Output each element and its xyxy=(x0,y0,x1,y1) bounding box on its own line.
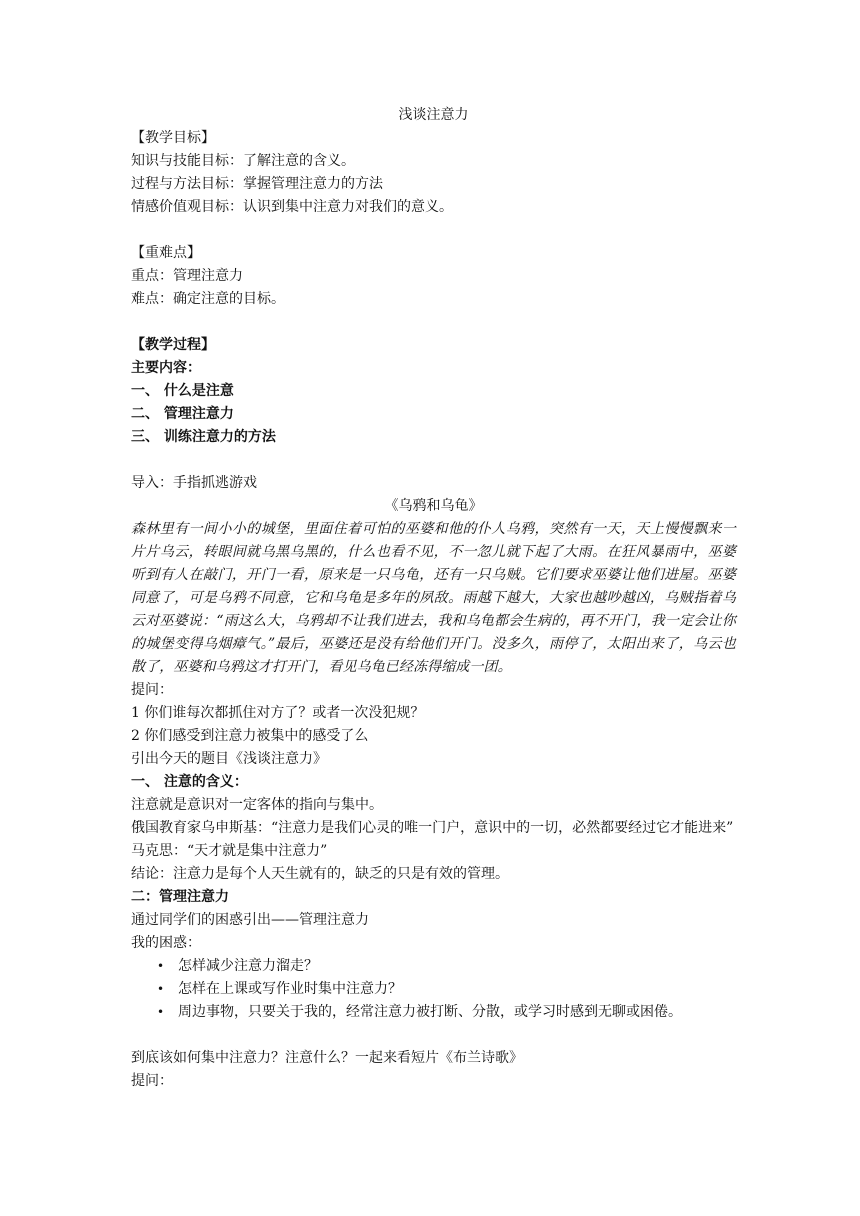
question-label: 提问： xyxy=(131,682,173,698)
blank-line xyxy=(131,311,736,334)
blank-line xyxy=(131,219,736,242)
blank-line xyxy=(131,1024,736,1047)
difficult-point: 难点：确定注意的目标。 xyxy=(131,291,285,307)
objective-process: 过程与方法目标：掌握管理注意力的方法 xyxy=(131,176,383,192)
confusion-list xyxy=(131,955,736,1024)
intro-line: 导入：手指抓逃游戏 xyxy=(131,475,257,491)
list-item-text: 怎样在上课或写作业时集中注意力？ xyxy=(178,981,402,997)
quote-ushinsky: 俄国教育家乌申斯基：“注意力是我们心灵的唯一门户，意识中的一切，必然都要经过它才能进来” xyxy=(131,820,734,836)
list-item xyxy=(131,978,736,1001)
outline-item: 二、 管理注意力 xyxy=(131,406,234,422)
section2-lead: 通过同学们的困惑引出——管理注意力 xyxy=(131,912,369,928)
list-item-text: 周边事物，只要关于我的，经常注意力被打断、分散，或学习时感到无聊或困倦。 xyxy=(178,1004,682,1020)
bullet-icon: • xyxy=(157,959,165,973)
blank-line xyxy=(131,449,736,472)
key-points-heading: 【重难点】 xyxy=(131,245,201,261)
quote-marx: 马克思：“天才就是集中注意力” xyxy=(131,843,328,859)
question-item: 2 你们感受到注意力被集中的感受了么 xyxy=(131,728,369,744)
definition-line: 注意就是意识对一定客体的指向与集中。 xyxy=(131,797,383,813)
list-item xyxy=(131,955,736,978)
list-item xyxy=(131,1001,736,1024)
story-text: 森林里有一间小小的城堡，里面住着可怕的巫婆和他的仆人乌鸦，突然有一天，天上慢慢飘来一片片乌云，转眼间就乌黑乌黑的，什么也看不见，不一忽儿就下起了大雨。在狂风暴雨中，巫婆听到有人在敲门，开门一看，原来是一只乌龟，还有一只乌贼。它们要求巫婆让他们进屋。巫婆同意了，可是乌鸦不同意，它和乌龟是多年的夙敌。雨越下越大，大家也越吵越凶，乌贼指着乌云对巫婆说：“雨这么大，乌鸦却不让我们进去，我和乌龟都会生病的，再不开门，我一定会让你的城堡变得乌烟瘴气。”最后，巫婆还是没有给他们开门。没多久，雨停了，太阳出来了，乌云也散了，巫婆和乌鸦这才打开门，看见乌龟已经冻得缩成一团。 xyxy=(131,521,736,675)
document-body xyxy=(131,104,736,1093)
objectives-heading: 【教学目标】 xyxy=(131,130,215,146)
objective-knowledge: 知识与技能目标：了解注意的含义。 xyxy=(131,153,355,169)
outline-item: 一、 什么是注意 xyxy=(131,383,234,399)
process-heading: 【教学过程】 xyxy=(131,337,215,353)
page-title: 浅谈注意力 xyxy=(398,107,469,123)
section1-heading: 一、 注意的含义： xyxy=(131,774,248,790)
section2-heading: 二：管理注意力 xyxy=(131,889,229,905)
question-item: 1 你们谁每次都抓住对方了？或者一次没犯规？ xyxy=(131,705,425,721)
lead-line: 引出今天的题目《浅谈注意力》 xyxy=(131,751,327,767)
list-item-text: 怎样减少注意力溜走？ xyxy=(178,958,318,974)
section2-question-line: 到底该如何集中注意力？注意什么？一起来看短片《布兰诗歌》 xyxy=(131,1050,523,1066)
key-point: 重点：管理注意力 xyxy=(131,268,243,284)
objective-values: 情感价值观目标：认识到集中注意力对我们的意义。 xyxy=(131,199,453,215)
main-content-label: 主要内容： xyxy=(131,360,201,376)
confusion-label: 我的困惑： xyxy=(131,935,201,951)
bullet-icon: • xyxy=(157,982,165,996)
section2-question-label: 提问： xyxy=(131,1073,173,1089)
story-title: 《乌鸦和乌龟》 xyxy=(384,498,483,514)
conclusion-line: 结论：注意力是每个人天生就有的，缺乏的只是有效的管理。 xyxy=(131,866,509,882)
outline-item: 三、 训练注意力的方法 xyxy=(131,429,276,445)
bullet-icon: • xyxy=(157,1005,165,1019)
